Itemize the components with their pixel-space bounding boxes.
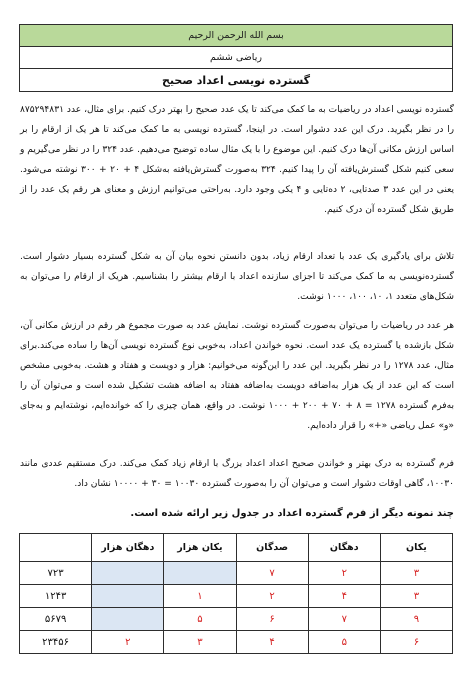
- cell-ten-thousands-empty: [92, 608, 164, 631]
- cell-ones: ۳: [380, 585, 452, 608]
- header-number: [20, 534, 92, 562]
- cell-thousands-empty: [164, 562, 236, 585]
- expanded-form-table: [19, 533, 453, 654]
- paragraph-learning: تلاش برای یادگیری یک عدد با تعداد ارقام زیاد، بدون دانستن نحوه بیان آن به شکل گسترده بسیار دشوار است. گسترده‌نویسی به ما کمک می‌کند تا اجزای سازنده اعداد با ارقام بیشتر را بشناسیم. هریک از ارقام را می‌توان به شکل‌های متعدد ۱، ۱۰، ۱۰۰، ۱۰۰۰ نوشت.: [20, 252, 454, 302]
- cell-ones: ۶: [380, 631, 452, 654]
- cell-ten-thousands: ۲: [92, 631, 164, 654]
- paragraph-intro: گسترده نویسی اعداد در ریاضیات به ما کمک می‌کند تا یک عدد صحیح را بهتر درک کنیم. برای مثال، عدد ۸۷۵۲۹۴۸۳۱ را در نظر بگیرید. درک این عدد دشوار است. در اینجا، گسترده نویسی به ما کمک می‌کند تا هر یک از ارقام را بر اساس ارزش مکانی آن‌ها درک کنیم. این موضوع را با یک مثال ساده توضیح می‌دهیم. عدد ۳۲۴ را در نظر می‌گیریم و سعی کنیم شکل گسترش‌یافته آن را پیدا کنیم. ۳۲۴ به‌صورت گسترش‌یافته به‌شکل ۴ + ۲۰ + ۳۰۰ نوشته می‌شود. یعنی در این عدد ۳ صدتایی، ۲ ده‌تایی و ۴ یکی وجود دارد. به‌راحتی می‌توانیم ارزش و معنای هر رقم یک عدد را از طریق شکل گسترده آن درک کنیم.: [20, 105, 454, 215]
- cell-tens: ۲: [308, 562, 380, 585]
- table-header-row: [20, 534, 453, 562]
- cell-ten-thousands-empty: [92, 585, 164, 608]
- cell-tens: ۷: [308, 608, 380, 631]
- header-box: [19, 24, 453, 92]
- cell-hundreds: ۴: [236, 631, 308, 654]
- header-ones: یکان: [380, 534, 452, 562]
- cell-tens: ۵: [308, 631, 380, 654]
- cell-number: ۱۲۴۳: [20, 585, 92, 608]
- cell-hundreds: ۷: [236, 562, 308, 585]
- cell-number: ۲۳۴۵۶: [20, 631, 92, 654]
- paragraph-large-numbers: فرم گسترده به درک بهتر و خواندن صحیح اعداد اعداد بزرگ با ارقام زیاد کمک می‌کند. درک مستقیم عددی مانند ۱۰۰۳۰، گاهی اوقات دشوار است و می‌توان آن را به‌صورت گسترده ۱۰۰۳۰ = ۳۰ + ۱۰۰۰۰ نشان داد.: [20, 459, 454, 489]
- header-thousands: یکان هزار: [164, 534, 236, 562]
- cell-tens: ۴: [308, 585, 380, 608]
- cell-number: ۵۶۷۹: [20, 608, 92, 631]
- table-row: [20, 585, 453, 608]
- table-row: [20, 562, 453, 585]
- cell-hundreds: ۲: [236, 585, 308, 608]
- cell-thousands: ۵: [164, 608, 236, 631]
- subject-label: ریاضی ششم: [20, 47, 452, 69]
- header-tens: دهگان: [308, 534, 380, 562]
- cell-ten-thousands-empty: [92, 562, 164, 585]
- cell-thousands: ۳: [164, 631, 236, 654]
- cell-ones: ۹: [380, 608, 452, 631]
- table-row: [20, 631, 453, 654]
- table-caption: چند نمونه دیگر از فرم گسترده اعداد در جدول زیر ارائه شده است.: [130, 508, 454, 519]
- basmala: بسم الله الرحمن الرحیم: [20, 25, 452, 47]
- header-hundreds: صدگان: [236, 534, 308, 562]
- paragraph-example: هر عدد در ریاضیات را می‌توان به‌صورت گسترده نوشت. نمایش عدد به صورت مجموع هر رقم در ارزش مکانی آن، شکل بازشده یا گسترده یک عدد است. نحوه خواندن اعداد، به‌خوبی نوع گسترده نویسی آن‌ها را ساده می‌کند.برای مثال، عدد ۱۲۷۸ را در نظر بگیرید. این عدد را این‌گونه می‌خوانیم: هزار و دویست و هفتاد و هشت. به‌خوبی مشخص است که این عدد از یک هزار به‌اضافه دویست به‌اضافه هفتاد به اضافه هشت تشکیل شده است و می‌توان آن را به‌فرم گسترده ۱۲۷۸ = ۸ + ۷۰ + ۲۰۰ + ۱۰۰۰ نوشت. در واقع، همان چیزی را که خوانده‌ایم، نوشته‌ایم و به‌جای «و» عمل ریاضی «+» را قرار داده‌ایم.: [20, 321, 454, 431]
- cell-number: ۷۲۳: [20, 562, 92, 585]
- cell-hundreds: ۶: [236, 608, 308, 631]
- table-row: [20, 608, 453, 631]
- page-title: گسترده نویسی اعداد صحیح: [161, 74, 311, 87]
- cell-thousands: ۱: [164, 585, 236, 608]
- cell-ones: ۳: [380, 562, 452, 585]
- header-ten-thousands: دهگان هزار: [92, 534, 164, 562]
